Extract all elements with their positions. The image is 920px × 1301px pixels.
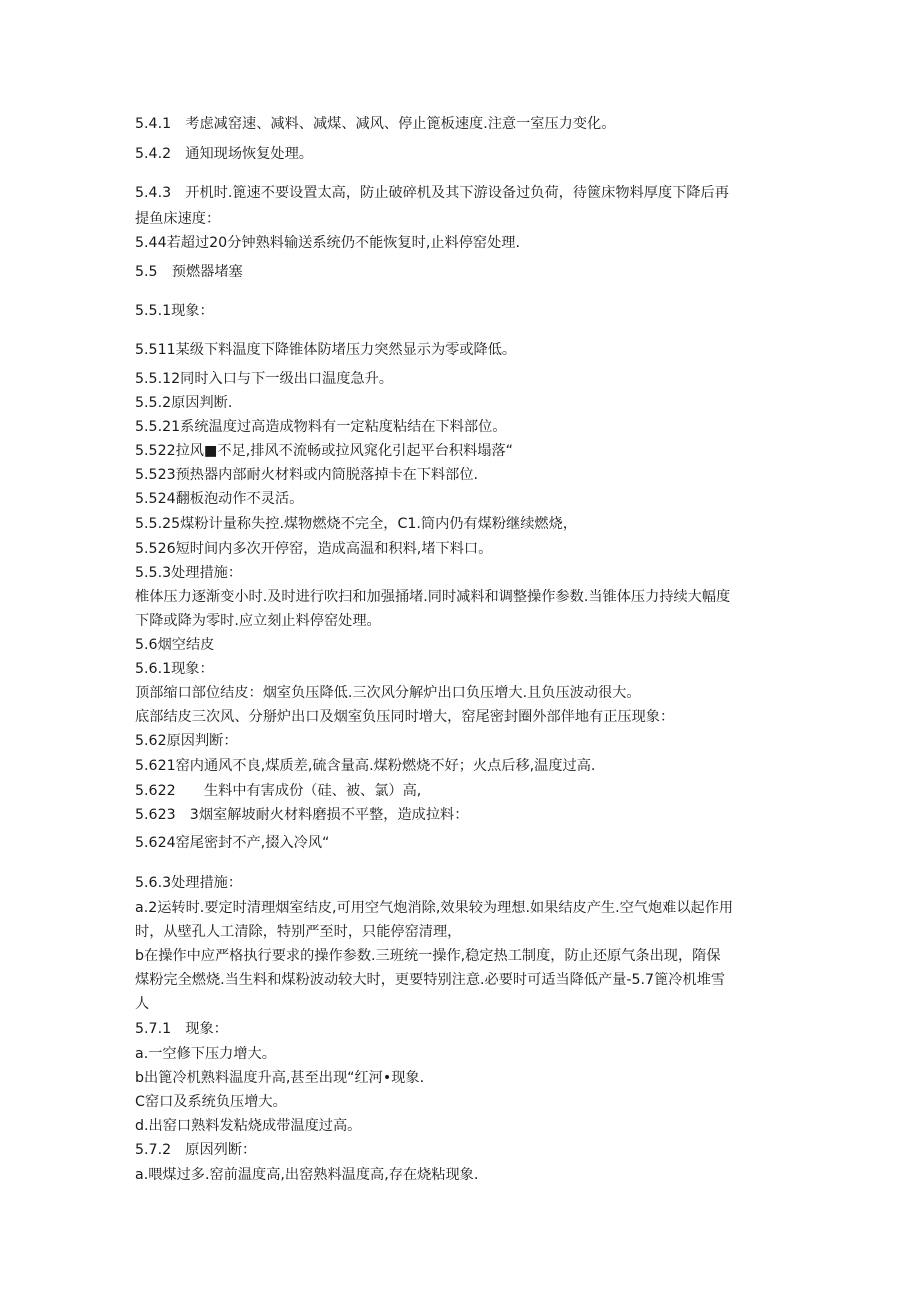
text-line: 煤粉完全燃烧.当生料和煤粉波动较大时，更要特别注意.必要时可适当降低产量-5.7篦冷机堆雪 [135, 972, 726, 988]
text-line: 5.622 生料中有害成份（硅、被、氯）高, [135, 783, 422, 799]
text-line: 5.511某级下料温度下降锥体防堵压力突然显示为零或降低。 [135, 342, 517, 358]
text-line: b出篦冷机熟料温度升高,甚至出现“红河•现象. [135, 1070, 425, 1086]
text-line: 下降或降为零时.应立刻止料停窑处理。 [135, 613, 381, 629]
subsection-heading: 5.5.3处理措施： [135, 565, 243, 581]
text-line: 提鱼床速度： [135, 211, 221, 227]
subsection-heading: 5.5.1现象： [135, 303, 214, 319]
text-line: a.2运转时.要定时清理烟室结皮,可用空气炮消除,效果较为理想.如果结皮产生.空气炮难以起作用 [135, 900, 734, 916]
text-line: a.喂煤过多.窑前温度高,出窑熟料温度高,存在烧粘现象. [135, 1167, 479, 1183]
subsection-heading: 5.5.2原因判断. [135, 395, 233, 411]
subsection-heading: 5.6.3处理措施： [135, 875, 243, 891]
text-line: 5.523预热器内部耐火材料或内筒脱落掉卡在下料部位. [135, 467, 479, 483]
section-heading: 5.6烟空结皮 [135, 637, 215, 653]
text-line: 底部结皮三次风、分掰炉出口及烟室负压同时增大，窑尾密封圈外部伴地有正压现象： [135, 709, 675, 725]
text-line: 5.4.2 通知现场恢复处理。 [135, 146, 313, 162]
text-line: 5.522拉风■不足,排风不流畅或拉风窕化引起平台积料塌落“ [135, 443, 514, 459]
subsection-heading: 5.7.2 原因列断： [135, 1142, 257, 1158]
text-line: 5.624窑尾密封不产,掇入冷风“ [135, 835, 330, 851]
text-line: 人 [135, 996, 150, 1012]
text-line: 5.5.21系统温度过高造成物料有一定粘度粘结在下料部位。 [135, 419, 507, 435]
text-line: 5.526短时间内多次开停窑，造成高温和积料,堵下料口。 [135, 541, 493, 557]
text-line: 5.5.12同时入口与下一级出口温度急升。 [135, 371, 393, 387]
text-line: 顶部缩口部位结皮：烟室负压降低.三次风分解炉出口负压增大.且负压波动很大。 [135, 685, 641, 701]
text-line: 椎体压力逐渐变小时.及时进行吹扫和加强捅堵.同时减料和调整操作参数.当锥体压力持续大幅度 [135, 589, 731, 605]
text-line: a.一空修下压力增大。 [135, 1046, 276, 1062]
text-line: C窑口及系统负压增大。 [135, 1094, 287, 1110]
text-line: 5.623 3烟室解坡耐火材料磨损不平整，造成拉料： [135, 807, 469, 823]
text-line: 5.621窑内通风不良,煤质差,硫含量高.煤粉燃烧不好；火点后移,温度过高. [135, 758, 596, 774]
text-line: 5.524翻板泡动作不灵活。 [135, 491, 304, 507]
text-line: d.出窑口熟料发粘烧成带温度过高。 [135, 1118, 362, 1134]
subsection-heading: 5.62原因判断： [135, 733, 238, 749]
text-line: 5.44若超过20分钟熟料输送系统仍不能恢复时,止料停窑处理. [135, 235, 520, 251]
subsection-heading: 5.7.1 现象： [135, 1021, 228, 1037]
subsection-heading: 5.6.1现象： [135, 661, 214, 677]
section-heading: 5.5 预燃器堵塞 [135, 264, 243, 280]
text-line: 5.5.25煤粉计量称失控.煤物燃烧不完全，C1.筒内仍有煤粉继续燃烧， [135, 516, 577, 532]
text-line: 时，从壁孔人工清除，特别严至时，只能停窑清理， [135, 924, 462, 940]
text-line: b在操作中应严格执行要求的操作参数.三班统一操作,稳定热工制度，防止还原气条出现，隋保 [135, 948, 721, 964]
text-line: 5.4.3 开机时.篦速不要设置太高，防止破碎机及其下游设备过负荷，待篋床物料厚度下降后再 [135, 185, 729, 201]
text-line: 5.4.1 考虑减窑速、减料、减煤、减风、停止篦板速度.注意一室压力变化。 [135, 116, 616, 132]
